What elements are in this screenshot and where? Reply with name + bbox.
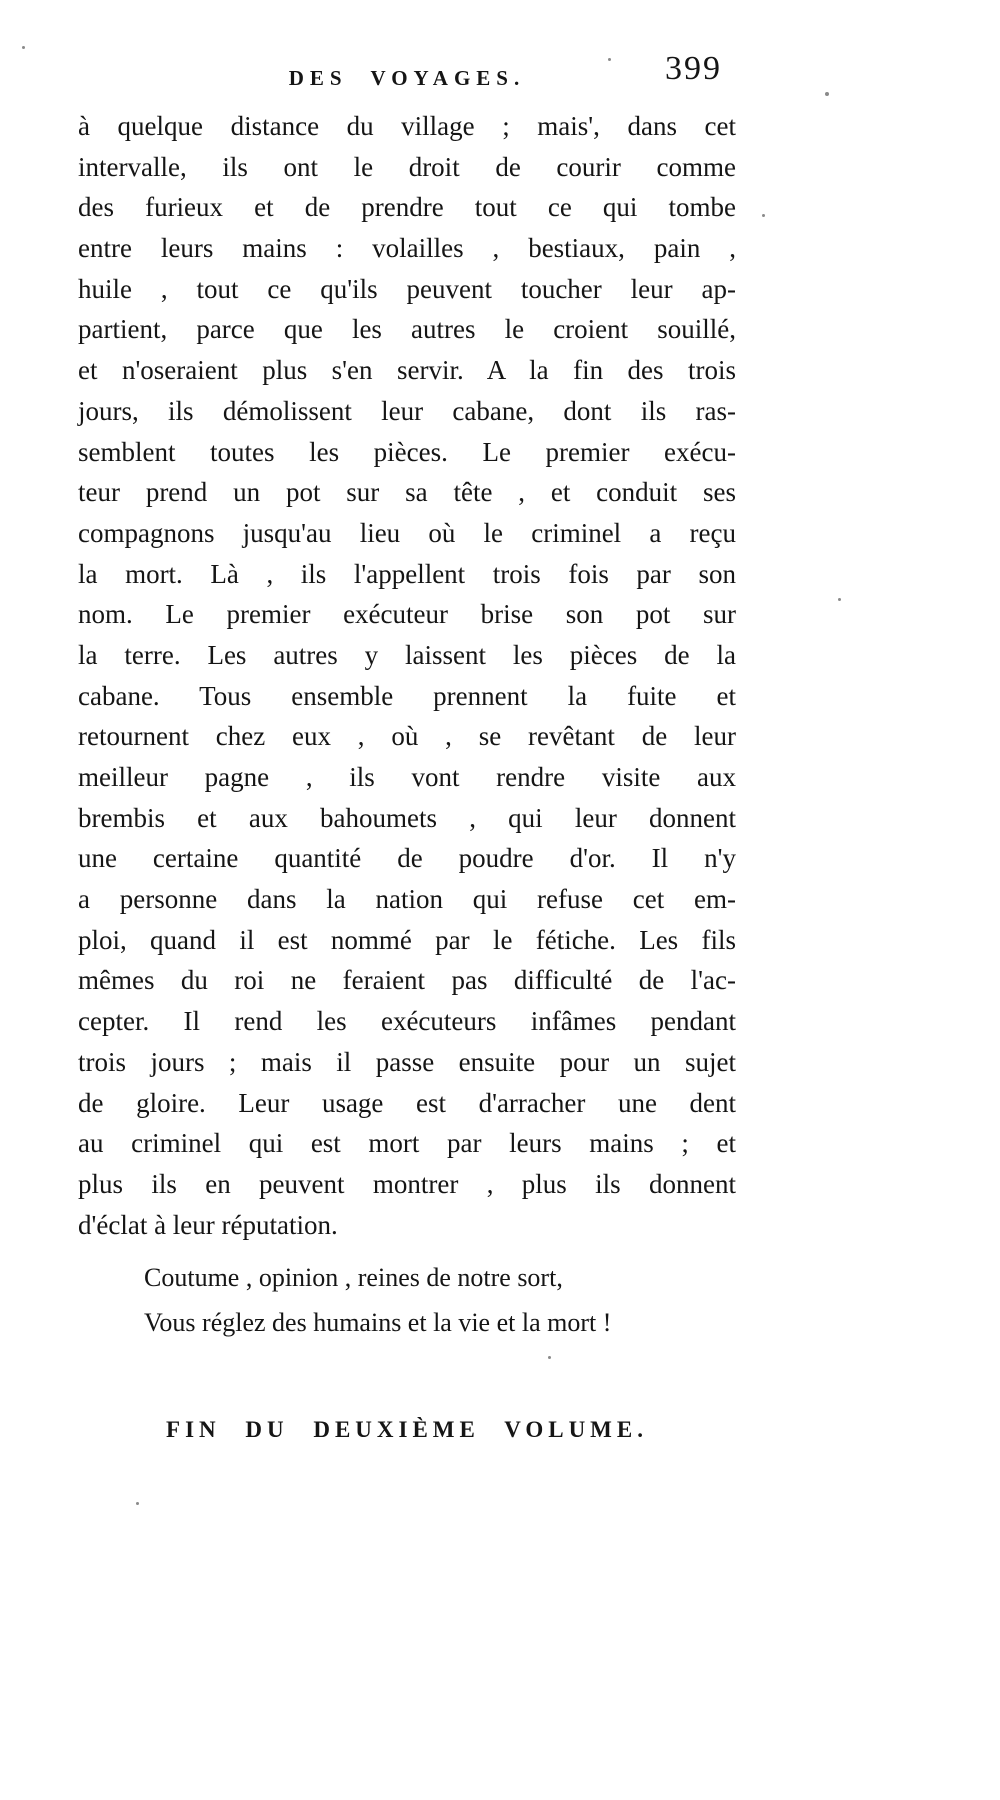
body-text-line: à quelque distance du village ; mais', dans cet xyxy=(78,111,736,141)
body-text-line: une certaine quantité de poudre d'or. Il n'y xyxy=(78,843,736,874)
body-text-line: trois jours ; mais il passe ensuite pour un sujet xyxy=(78,1046,736,1077)
body-text-line: a personne dans la nation qui refuse cet em- xyxy=(78,884,736,915)
body-text-line: entre leurs mains : volailles , bestiaux, pain , xyxy=(78,233,736,264)
body-text-line: jours, ils démolissent leur cabane, dont ils ras- xyxy=(78,395,736,426)
body-text-line: partient, parce que les autres le croient souillé, xyxy=(78,314,736,345)
body-text-line: et n'oseraient plus s'en servir. A la fin des trois xyxy=(78,355,736,386)
body-text-line: de gloire. Leur usage est d'arracher une dent xyxy=(78,1087,736,1118)
body-text-line: brembis et aux bahoumets , qui leur donnent xyxy=(78,802,736,833)
running-title: DES VOYAGES. xyxy=(288,66,526,90)
body-text-line: mêmes du roi ne feraient pas difficulté de l'ac- xyxy=(78,965,736,996)
body-text-line: meilleur pagne , ils vont rendre visite aux xyxy=(78,762,736,792)
scan-speckle xyxy=(22,46,25,49)
scan-speckle xyxy=(136,1502,139,1505)
volume-end-notice: FIN DU DEUXIÈME VOLUME. xyxy=(166,1417,648,1443)
body-paragraph xyxy=(78,106,736,1245)
body-text-line: plus ils en peuvent montrer , plus ils donnent xyxy=(78,1168,736,1199)
verse-line: Coutume , opinion , reines de notre sort, xyxy=(144,1263,563,1293)
body-text-line: d'éclat à leur réputation. xyxy=(78,1209,338,1240)
body-text-line: ploi, quand il est nommé par le fétiche. Les fils xyxy=(78,924,736,955)
body-text-line: huile , tout ce qu'ils peuvent toucher leur ap- xyxy=(78,273,736,304)
verse-couplet xyxy=(78,1255,736,1345)
body-text-line: nom. Le premier exécuteur brise son pot sur xyxy=(78,599,736,630)
body-text-line: la mort. Là , ils l'appellent trois fois par son xyxy=(78,558,736,589)
verse-line: Vous réglez des humains et la vie et la mort ! xyxy=(144,1308,612,1338)
body-text-line: cepter. Il rend les exécuteurs infâmes pendant xyxy=(78,1006,736,1037)
body-text-line: au criminel qui est mort par leurs mains ; et xyxy=(78,1128,736,1159)
scan-speckle xyxy=(762,214,765,217)
page-number: 399 xyxy=(665,50,722,87)
scan-speckle xyxy=(825,92,829,96)
running-head xyxy=(78,50,736,100)
body-text-line: intervalle, ils ont le droit de courir comme xyxy=(78,151,736,182)
body-text-line: la terre. Les autres y laissent les pièces de la xyxy=(78,639,736,670)
body-text-line: des furieux et de prendre tout ce qui tombe xyxy=(78,192,736,223)
text-column xyxy=(78,0,736,1443)
body-text-line: teur prend un pot sur sa tête , et conduit ses xyxy=(78,477,736,508)
scan-speckle xyxy=(838,598,841,601)
body-text-line: semblent toutes les pièces. Le premier exécu- xyxy=(78,436,736,467)
body-text-line: cabane. Tous ensemble prennent la fuite et xyxy=(78,680,736,711)
body-text-line: compagnons jusqu'au lieu où le criminel a reçu xyxy=(78,517,736,548)
body-text-line: retournent chez eux , où , se revêtant de leur xyxy=(78,721,736,752)
